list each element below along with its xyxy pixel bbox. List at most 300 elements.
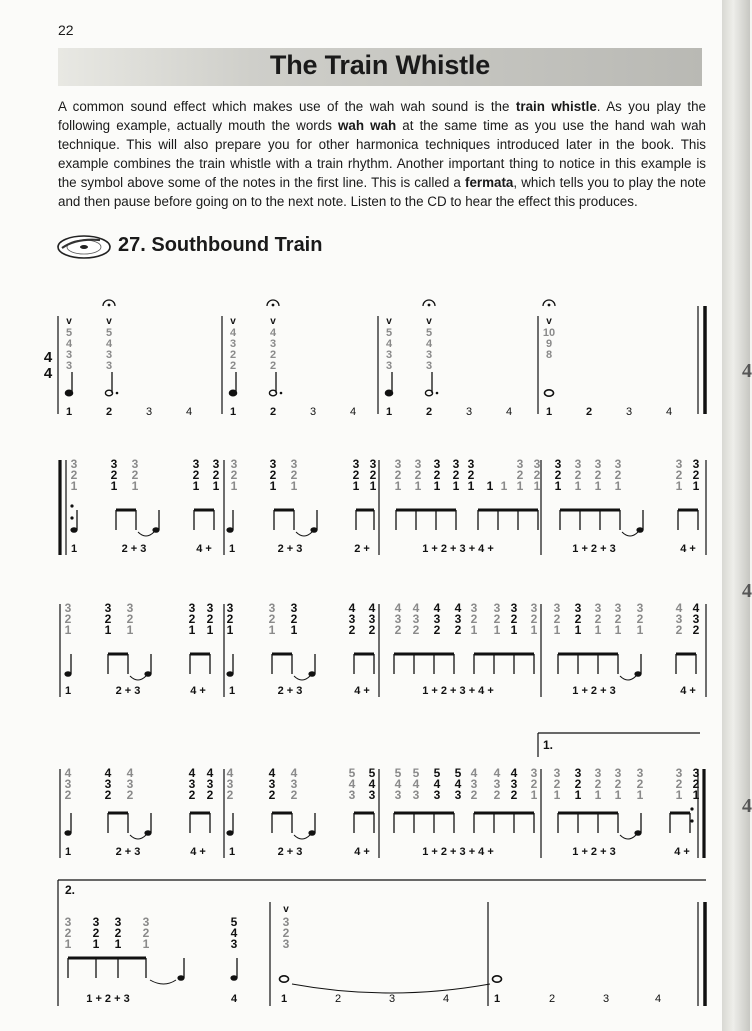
hole-number: 3 [352, 457, 360, 471]
hole-number: 4 [126, 766, 134, 780]
hole-number: 1 [433, 479, 441, 493]
tie-arc [150, 980, 176, 984]
hole-number: 3 [574, 601, 582, 615]
hole-number: 2 [188, 612, 196, 626]
hole-number: 3 [369, 457, 377, 471]
hole-number: 5 [394, 766, 402, 780]
hole-number: 2 [692, 623, 700, 637]
hole-number: 2 [192, 468, 200, 482]
accent-mark: v [283, 904, 289, 915]
hole-number: 4 [433, 777, 441, 791]
beat-count: 2 [548, 993, 556, 1005]
second-ending-label: 2. [64, 883, 76, 897]
beat-count: 3 [602, 993, 610, 1005]
hole-number: 3 [385, 349, 393, 361]
hole-number: 2 [574, 468, 582, 482]
notation-row-1 [0, 296, 722, 420]
hole-number: 2 [412, 623, 420, 637]
hole-number: 4 [510, 766, 518, 780]
hole-number: 1 [692, 479, 700, 493]
hole-number: 2 [470, 788, 478, 802]
hole-number: 3 [414, 457, 422, 471]
hole-number: 1 [594, 479, 602, 493]
hole-number: 2 [614, 612, 622, 626]
hole-number: 1 [553, 623, 561, 637]
tie-arc [620, 835, 636, 839]
hole-number: 3 [510, 601, 518, 615]
beat-count: 3 [309, 406, 317, 418]
hole-number: 2 [104, 612, 112, 626]
tie-arc [296, 532, 312, 536]
beat-count: 1 + 2 + 3 [572, 846, 616, 858]
hole-number: 1 [268, 623, 276, 637]
hole-number: 3 [574, 457, 582, 471]
hole-number: 2 [269, 468, 277, 482]
accent-mark: v [106, 316, 112, 327]
hole-number: 4 [206, 766, 214, 780]
hole-number: 1 [110, 479, 118, 493]
hole-number: 4 [493, 766, 501, 780]
hole-number: 3 [467, 457, 475, 471]
hole-number: 5 [65, 327, 73, 339]
hole-number: 1 [692, 788, 700, 802]
title-bar [58, 48, 702, 86]
hole-number: 1 [675, 479, 683, 493]
hole-number: 1 [530, 788, 538, 802]
hole-number: 3 [70, 457, 78, 471]
hole-number: 4 [394, 601, 402, 615]
hole-number: 1 [467, 479, 475, 493]
hole-number: 2 [188, 788, 196, 802]
quarter-note [152, 527, 159, 533]
hole-number: 4 [454, 601, 462, 615]
hole-number: 1 [230, 479, 238, 493]
hole-number: 1 [614, 623, 622, 637]
hole-number: 3 [452, 457, 460, 471]
hole-number: 2 [206, 788, 214, 802]
tie-arc [292, 984, 490, 993]
hole-number: 2 [692, 468, 700, 482]
tie-arc [130, 835, 146, 839]
quarter-note [308, 830, 315, 836]
beat-count: 1 + 2 + 3 [572, 543, 616, 555]
beat-count: 3 [465, 406, 473, 418]
hole-number: 3 [212, 457, 220, 471]
hole-number: 4 [433, 601, 441, 615]
hole-number: 1 [142, 937, 150, 951]
hole-number: 2 [636, 777, 644, 791]
hole-number: 1 [574, 623, 582, 637]
hole-number: 3 [454, 788, 462, 802]
hole-number: 2 [229, 349, 237, 361]
hole-number: 3 [385, 360, 393, 372]
hole-number: 1 [369, 479, 377, 493]
repeat-dot [70, 516, 73, 519]
hole-number: 4 [105, 338, 113, 350]
hole-number: 2 [268, 788, 276, 802]
hole-number: 2 [226, 612, 234, 626]
hole-number: 1 [574, 788, 582, 802]
beat-count: 4 + [680, 543, 696, 555]
beat-count: 1 + 2 + 3 + 4 + [422, 846, 494, 858]
hole-number: 3 [110, 457, 118, 471]
hole-number: 1 [594, 623, 602, 637]
hole-number: 5 [368, 766, 376, 780]
hole-number: 3 [229, 338, 237, 350]
hole-number: 2 [636, 612, 644, 626]
accent-mark: v [230, 316, 236, 327]
hole-number: 4 [348, 601, 356, 615]
hole-number: 4 [385, 338, 393, 350]
hole-number: 2 [230, 468, 238, 482]
hole-number: 1 [290, 479, 298, 493]
note-dot [436, 392, 439, 395]
example-number: 27. [118, 234, 146, 256]
hole-number: 2 [212, 468, 220, 482]
hole-number: 1 [614, 788, 622, 802]
beat-count: 2 + 3 [121, 543, 147, 555]
notation-row-4 [0, 733, 722, 867]
hole-number: 2 [493, 612, 501, 626]
hole-number: 1 [614, 479, 622, 493]
note-dot [280, 392, 283, 395]
hole-number: 1 [226, 623, 234, 637]
hole-number: 2 [433, 623, 441, 637]
hole-number: 2 [269, 360, 277, 372]
intro-text: . As you play the following example, actually mouth the words [58, 99, 706, 133]
beat-count: 1 + 2 + 3 + 4 + [422, 543, 494, 555]
hole-number: 5 [425, 327, 433, 339]
hole-number: 1 [553, 788, 561, 802]
hole-number: 2 [454, 623, 462, 637]
hole-number: 3 [282, 915, 290, 929]
hole-number: 4 [412, 777, 420, 791]
hole-number: 3 [636, 601, 644, 615]
hole-number: 2 [394, 623, 402, 637]
hole-number: 2 [510, 788, 518, 802]
hole-number: 4 [470, 766, 478, 780]
hole-number: 1 [636, 623, 644, 637]
hole-number: 2 [530, 777, 538, 791]
hole-number: 3 [92, 915, 100, 929]
hole-number: 8 [545, 349, 553, 361]
hole-number: 2 [594, 777, 602, 791]
hole-number: 4 [230, 926, 238, 940]
hole-number: 3 [348, 788, 356, 802]
hole-number: 3 [368, 788, 376, 802]
hole-number: 1 [212, 479, 220, 493]
tie-arc [130, 676, 146, 680]
beat-count: 1 [65, 406, 73, 418]
hole-number: 1 [192, 479, 200, 493]
hole-number: 1 [394, 479, 402, 493]
hole-number: 2 [352, 468, 360, 482]
hole-number: 1 [269, 479, 277, 493]
beat-count: 4 + [190, 685, 206, 697]
hole-number: 2 [114, 926, 122, 940]
hole-number: 4 [226, 766, 234, 780]
fermata-dot [548, 304, 551, 307]
hole-number: 3 [230, 937, 238, 951]
hole-number: 3 [412, 612, 420, 626]
hole-number: 4 [64, 766, 72, 780]
bold-term: fermata [464, 175, 514, 190]
hole-number: 1 [533, 479, 541, 493]
hole-number: 3 [64, 777, 72, 791]
hole-number: 3 [394, 457, 402, 471]
hole-number: 3 [493, 601, 501, 615]
hole-number: 1 [470, 623, 478, 637]
hole-number: 3 [126, 777, 134, 791]
hole-number: 2 [142, 926, 150, 940]
hole-number: 4 [692, 601, 700, 615]
hole-number: 4 [412, 601, 420, 615]
intro-text: at the same time as you use the hand wah wah technique. This will also prepare you for other harmonica techniques introduced later in the book. This example combines the train whistle with a train rhythm. Another important thing to notice in this example is the symbol above some of the notes in the first line. This is called a [58, 118, 706, 190]
hole-number: 2 [554, 468, 562, 482]
hole-number: 3 [516, 457, 524, 471]
hole-number: 3 [425, 349, 433, 361]
hole-number: 2 [675, 468, 683, 482]
fermata-dot [272, 304, 275, 307]
hole-number: 2 [530, 612, 538, 626]
hole-number: 1 [114, 937, 122, 951]
tie-arc [294, 835, 310, 839]
hole-number: 3 [114, 915, 122, 929]
hole-number: 3 [636, 766, 644, 780]
hole-number: 5 [348, 766, 356, 780]
beat-count: 1 [228, 846, 236, 858]
beat-count: 1 [385, 406, 393, 418]
hole-number: 3 [105, 360, 113, 372]
hole-number: 1 [126, 623, 134, 637]
quarter-note [636, 527, 643, 533]
hole-number: 3 [290, 777, 298, 791]
quarter-note [144, 830, 151, 836]
repeat-dot [690, 819, 693, 822]
beat-count: 4 + [674, 846, 690, 858]
hole-number: 3 [290, 457, 298, 471]
fermata-dot [428, 304, 431, 307]
hole-number: 3 [64, 915, 72, 929]
hole-number: 1 [92, 937, 100, 951]
hole-number: 3 [614, 601, 622, 615]
hole-number: 3 [206, 601, 214, 615]
beat-count: 1 [229, 406, 237, 418]
hole-number: 4 [290, 766, 298, 780]
hole-number: 3 [268, 777, 276, 791]
hole-number: 2 [574, 612, 582, 626]
hole-number: 4 [188, 766, 196, 780]
hole-number: 9 [545, 338, 553, 350]
hole-number: 2 [268, 612, 276, 626]
hole-number: 3 [142, 915, 150, 929]
quarter-note [226, 830, 233, 836]
beat-count: 2 + 3 [115, 846, 141, 858]
beat-count: 1 [228, 543, 236, 555]
hole-number: 1 [64, 937, 72, 951]
tie-arc [138, 532, 154, 536]
hole-number: 3 [433, 788, 441, 802]
hole-number: 10 [542, 327, 556, 339]
quarter-note [226, 527, 233, 533]
hole-number: 3 [530, 601, 538, 615]
hole-number: 2 [290, 612, 298, 626]
hole-number: 2 [692, 777, 700, 791]
hole-number: 3 [230, 457, 238, 471]
hole-number: 1 [64, 623, 72, 637]
intro-text: , which tells you to play the note and then pause before going on to the next note. Listen to the CD to hear the effect this produces. [58, 175, 707, 209]
tie-arc [622, 532, 638, 536]
page-number: 22 [58, 22, 74, 38]
beat-count: 2 [425, 406, 433, 418]
hole-number: 5 [454, 766, 462, 780]
hole-number: 3 [192, 457, 200, 471]
hole-number: 3 [470, 601, 478, 615]
hole-number: 2 [368, 623, 376, 637]
hole-number: 1 [131, 479, 139, 493]
hole-number: 2 [64, 926, 72, 940]
hole-number: 2 [229, 360, 237, 372]
quarter-note [70, 527, 77, 533]
hole-number: 2 [64, 612, 72, 626]
next-page-edge-mark: 4 [742, 360, 752, 382]
hole-number: 2 [516, 468, 524, 482]
intro-paragraph [58, 97, 706, 211]
hole-number: 3 [394, 612, 402, 626]
quarter-note [634, 830, 641, 836]
hole-number: 1 [510, 623, 518, 637]
beat-count: 1 [493, 993, 501, 1005]
hole-number: 3 [553, 766, 561, 780]
hole-number: 3 [594, 766, 602, 780]
whole-note [280, 976, 289, 982]
hole-number: 2 [290, 468, 298, 482]
accent-mark: v [270, 316, 276, 327]
quarter-note [310, 527, 317, 533]
repeat-dot [690, 807, 693, 810]
hole-number: 3 [64, 601, 72, 615]
quarter-note [634, 671, 641, 677]
hole-number: 2 [493, 788, 501, 802]
beat-count: 1 + 2 + 3 + 4 + [422, 685, 494, 697]
beat-count: 2 + 3 [277, 846, 303, 858]
hole-number: 2 [290, 788, 298, 802]
beat-count: 2 + [354, 543, 370, 555]
beat-count: 4 [349, 406, 357, 418]
quarter-note [229, 390, 236, 396]
hole-number: 3 [269, 338, 277, 350]
hole-number: 3 [105, 349, 113, 361]
hole-number: 2 [369, 468, 377, 482]
hole-number: 3 [433, 612, 441, 626]
hole-number: 3 [206, 777, 214, 791]
beat-count: 4 + [354, 846, 370, 858]
time-signature-bottom: 4 [43, 365, 53, 382]
notation-row-5 [0, 874, 722, 1014]
hole-number: 4 [229, 327, 237, 339]
hole-number: 3 [614, 457, 622, 471]
hole-number: 5 [230, 915, 238, 929]
hole-number: 2 [594, 612, 602, 626]
hole-number: 4 [394, 777, 402, 791]
beat-count: 2 + 3 [277, 543, 303, 555]
quarter-note [385, 390, 392, 396]
hole-number: 3 [65, 349, 73, 361]
quarter-note [64, 671, 71, 677]
hole-number: 1 [500, 479, 508, 493]
hole-number: 4 [104, 766, 112, 780]
hole-number: 3 [530, 766, 538, 780]
page-title: The Train Whistle [269, 50, 491, 80]
bold-term: train whistle [515, 99, 597, 114]
hole-number: 2 [414, 468, 422, 482]
hole-number: 3 [131, 457, 139, 471]
hole-number: 3 [348, 612, 356, 626]
hole-number: 2 [574, 777, 582, 791]
quarter-note [64, 830, 71, 836]
beat-count: 1 [64, 685, 72, 697]
hole-number: 3 [692, 766, 700, 780]
hole-number: 2 [614, 468, 622, 482]
example-title [118, 234, 322, 257]
hole-number: 3 [226, 601, 234, 615]
hole-number: 2 [110, 468, 118, 482]
hole-number: 2 [675, 623, 683, 637]
hole-number: 2 [269, 349, 277, 361]
beat-count: 1 [70, 543, 78, 555]
hole-number: 3 [412, 788, 420, 802]
beat-count: 4 [442, 993, 450, 1005]
notation-row-2 [0, 454, 722, 558]
hole-number: 1 [206, 623, 214, 637]
hole-number: 3 [226, 777, 234, 791]
beat-count: 2 [334, 993, 342, 1005]
hole-number: 1 [70, 479, 78, 493]
notation-row-3 [0, 598, 722, 702]
hole-number: 1 [188, 623, 196, 637]
hole-number: 3 [282, 937, 290, 951]
next-page-edge-mark: 4 [742, 795, 752, 817]
hole-number: 2 [104, 788, 112, 802]
hole-number: 3 [493, 777, 501, 791]
accent-mark: v [386, 316, 392, 327]
hole-number: 1 [516, 479, 524, 493]
first-ending-label: 1. [542, 738, 554, 752]
hole-number: 1 [452, 479, 460, 493]
hole-number: 2 [64, 788, 72, 802]
hole-number: 3 [470, 777, 478, 791]
hole-number: 3 [290, 601, 298, 615]
hole-number: 3 [574, 766, 582, 780]
beat-count: 2 [585, 406, 593, 418]
hole-number: 1 [636, 788, 644, 802]
hole-number: 3 [533, 457, 541, 471]
beat-count: 2 + 3 [115, 685, 141, 697]
beat-count: 4 [505, 406, 513, 418]
hole-number: 4 [348, 777, 356, 791]
hole-number: 3 [268, 601, 276, 615]
whole-note [493, 976, 502, 982]
hole-number: 2 [553, 612, 561, 626]
hole-number: 1 [574, 479, 582, 493]
beat-count: 4 + [196, 543, 212, 555]
hole-number: 3 [433, 457, 441, 471]
hole-number: 1 [554, 479, 562, 493]
beat-count: 1 + 2 + 3 [572, 685, 616, 697]
hole-number: 3 [594, 457, 602, 471]
hole-number: 3 [126, 601, 134, 615]
hole-number: 3 [368, 612, 376, 626]
